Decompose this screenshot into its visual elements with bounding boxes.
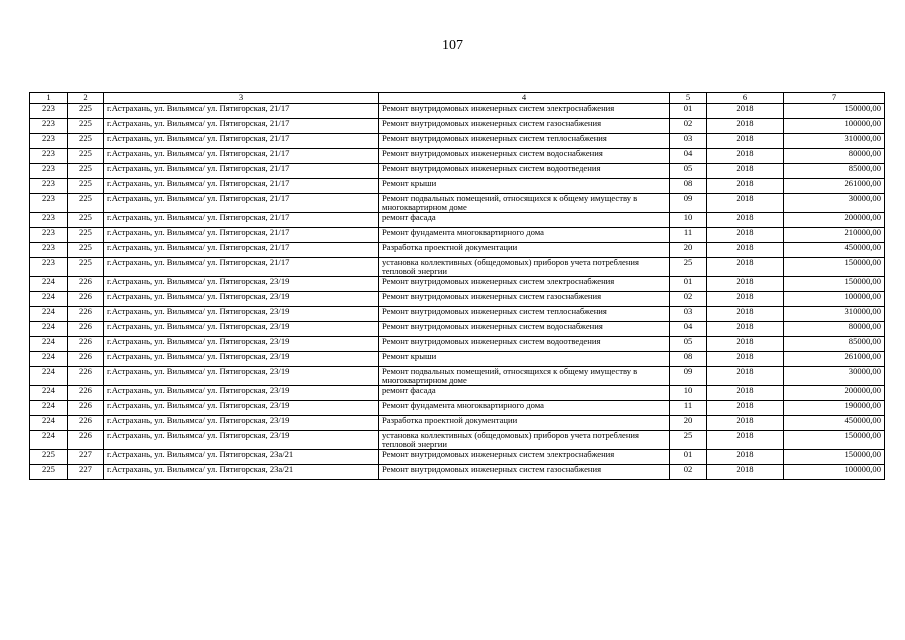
address-cell: г.Астрахань, ул. Вильямса/ ул. Пятигорская, 21/17 [104, 104, 379, 119]
cost-cell: 200000,00 [784, 213, 885, 228]
table-row [30, 228, 885, 243]
row-number-cell: 224 [30, 367, 68, 386]
table-row [30, 258, 885, 277]
table-row [30, 164, 885, 179]
address-cell: г.Астрахань, ул. Вильямса/ ул. Пятигорская, 23а/21 [104, 450, 379, 465]
year-cell: 2018 [707, 213, 784, 228]
work-type-cell: Ремонт внутридомовых инженерных систем газоснабжения [379, 119, 670, 134]
work-type-cell: Ремонт фундамента многоквартирного дома [379, 401, 670, 416]
work-type-cell: Ремонт внутридомовых инженерных систем теплоснабжения [379, 134, 670, 149]
year-cell: 2018 [707, 431, 784, 450]
work-type-cell: Разработка проектной документации [379, 243, 670, 258]
row-number-cell: 224 [30, 386, 68, 401]
work-code-cell: 09 [670, 194, 707, 213]
id-cell: 226 [68, 337, 104, 352]
address-cell: г.Астрахань, ул. Вильямса/ ул. Пятигорская, 23/19 [104, 337, 379, 352]
row-number-cell: 223 [30, 149, 68, 164]
work-code-cell: 02 [670, 119, 707, 134]
id-cell: 226 [68, 322, 104, 337]
id-cell: 225 [68, 194, 104, 213]
year-cell: 2018 [707, 352, 784, 367]
table-row [30, 450, 885, 465]
address-cell: г.Астрахань, ул. Вильямса/ ул. Пятигорская, 23/19 [104, 322, 379, 337]
work-type-cell: ремонт фасада [379, 213, 670, 228]
page-number: 107 [442, 38, 463, 53]
work-code-cell: 03 [670, 134, 707, 149]
cost-cell: 30000,00 [784, 194, 885, 213]
row-number-cell: 224 [30, 322, 68, 337]
year-cell: 2018 [707, 149, 784, 164]
year-cell: 2018 [707, 243, 784, 258]
year-cell: 2018 [707, 228, 784, 243]
cost-cell: 210000,00 [784, 228, 885, 243]
id-cell: 225 [68, 134, 104, 149]
cost-cell: 100000,00 [784, 119, 885, 134]
year-cell: 2018 [707, 292, 784, 307]
address-cell: г.Астрахань, ул. Вильямса/ ул. Пятигорская, 21/17 [104, 194, 379, 213]
row-number-cell: 223 [30, 164, 68, 179]
id-cell: 226 [68, 431, 104, 450]
cost-cell: 80000,00 [784, 322, 885, 337]
work-type-cell: Ремонт крыши [379, 179, 670, 194]
column-header: 2 [68, 93, 104, 104]
work-code-cell: 25 [670, 431, 707, 450]
cost-cell: 310000,00 [784, 134, 885, 149]
work-type-cell: установка коллективных (общедомовых) приборов учета потребления тепловой энергии [379, 258, 670, 277]
year-cell: 2018 [707, 416, 784, 431]
address-cell: г.Астрахань, ул. Вильямса/ ул. Пятигорская, 21/17 [104, 149, 379, 164]
address-cell: г.Астрахань, ул. Вильямса/ ул. Пятигорская, 21/17 [104, 258, 379, 277]
id-cell: 225 [68, 119, 104, 134]
table-row [30, 213, 885, 228]
work-code-cell: 01 [670, 104, 707, 119]
row-number-cell: 225 [30, 465, 68, 480]
work-type-cell: Ремонт внутридомовых инженерных систем водоснабжения [379, 149, 670, 164]
year-cell: 2018 [707, 465, 784, 480]
work-type-cell: Ремонт фундамента многоквартирного дома [379, 228, 670, 243]
year-cell: 2018 [707, 386, 784, 401]
cost-cell: 150000,00 [784, 277, 885, 292]
work-type-cell: Ремонт подвальных помещений, относящихся к общему имуществу в многоквартирном доме [379, 367, 670, 386]
id-cell: 225 [68, 258, 104, 277]
table-row [30, 119, 885, 134]
cost-cell: 150000,00 [784, 450, 885, 465]
year-cell: 2018 [707, 307, 784, 322]
year-cell: 2018 [707, 277, 784, 292]
row-number-cell: 223 [30, 119, 68, 134]
work-type-cell: ремонт фасада [379, 386, 670, 401]
work-type-cell: Ремонт внутридомовых инженерных систем электроснабжения [379, 104, 670, 119]
year-cell: 2018 [707, 164, 784, 179]
column-header: 3 [104, 93, 379, 104]
table-row [30, 431, 885, 450]
work-code-cell: 11 [670, 228, 707, 243]
table-row [30, 243, 885, 258]
id-cell: 226 [68, 307, 104, 322]
address-cell: г.Астрахань, ул. Вильямса/ ул. Пятигорская, 21/17 [104, 243, 379, 258]
table-row [30, 149, 885, 164]
id-cell: 226 [68, 386, 104, 401]
work-code-cell: 20 [670, 416, 707, 431]
repair-schedule-table [29, 92, 885, 480]
cost-cell: 190000,00 [784, 401, 885, 416]
work-code-cell: 02 [670, 465, 707, 480]
table-row [30, 337, 885, 352]
column-header: 6 [707, 93, 784, 104]
row-number-cell: 224 [30, 352, 68, 367]
address-cell: г.Астрахань, ул. Вильямса/ ул. Пятигорская, 21/17 [104, 119, 379, 134]
work-code-cell: 01 [670, 450, 707, 465]
table-row [30, 367, 885, 386]
work-code-cell: 02 [670, 292, 707, 307]
year-cell: 2018 [707, 450, 784, 465]
address-cell: г.Астрахань, ул. Вильямса/ ул. Пятигорская, 21/17 [104, 134, 379, 149]
address-cell: г.Астрахань, ул. Вильямса/ ул. Пятигорская, 23/19 [104, 386, 379, 401]
address-cell: г.Астрахань, ул. Вильямса/ ул. Пятигорская, 23/19 [104, 292, 379, 307]
cost-cell: 30000,00 [784, 367, 885, 386]
id-cell: 227 [68, 465, 104, 480]
row-number-cell: 223 [30, 228, 68, 243]
work-code-cell: 20 [670, 243, 707, 258]
cost-cell: 261000,00 [784, 179, 885, 194]
address-cell: г.Астрахань, ул. Вильямса/ ул. Пятигорская, 21/17 [104, 213, 379, 228]
cost-cell: 100000,00 [784, 465, 885, 480]
row-number-cell: 223 [30, 134, 68, 149]
address-cell: г.Астрахань, ул. Вильямса/ ул. Пятигорская, 23/19 [104, 307, 379, 322]
row-number-cell: 224 [30, 292, 68, 307]
work-type-cell: Ремонт внутридомовых инженерных систем водоотведения [379, 337, 670, 352]
column-header: 1 [30, 93, 68, 104]
work-type-cell: Ремонт подвальных помещений, относящихся к общему имуществу в многоквартирном доме [379, 194, 670, 213]
row-number-cell: 224 [30, 431, 68, 450]
id-cell: 226 [68, 416, 104, 431]
year-cell: 2018 [707, 194, 784, 213]
column-header: 4 [379, 93, 670, 104]
work-type-cell: Ремонт внутридомовых инженерных систем электроснабжения [379, 277, 670, 292]
address-cell: г.Астрахань, ул. Вильямса/ ул. Пятигорская, 21/17 [104, 179, 379, 194]
table-row [30, 401, 885, 416]
work-type-cell: Ремонт внутридомовых инженерных систем газоснабжения [379, 465, 670, 480]
work-code-cell: 11 [670, 401, 707, 416]
id-cell: 225 [68, 104, 104, 119]
year-cell: 2018 [707, 322, 784, 337]
address-cell: г.Астрахань, ул. Вильямса/ ул. Пятигорская, 21/17 [104, 228, 379, 243]
address-cell: г.Астрахань, ул. Вильямса/ ул. Пятигорская, 23/19 [104, 431, 379, 450]
table-row [30, 292, 885, 307]
work-code-cell: 25 [670, 258, 707, 277]
work-type-cell: установка коллективных (общедомовых) приборов учета потребления тепловой энергии [379, 431, 670, 450]
table-row [30, 322, 885, 337]
cost-cell: 150000,00 [784, 104, 885, 119]
address-cell: г.Астрахань, ул. Вильямса/ ул. Пятигорская, 23/19 [104, 367, 379, 386]
id-cell: 225 [68, 179, 104, 194]
table-row [30, 416, 885, 431]
address-cell: г.Астрахань, ул. Вильямса/ ул. Пятигорская, 23/19 [104, 401, 379, 416]
work-code-cell: 04 [670, 149, 707, 164]
work-code-cell: 08 [670, 179, 707, 194]
cost-cell: 80000,00 [784, 149, 885, 164]
table-row [30, 307, 885, 322]
address-cell: г.Астрахань, ул. Вильямса/ ул. Пятигорская, 21/17 [104, 164, 379, 179]
table-body [30, 104, 885, 480]
address-cell: г.Астрахань, ул. Вильямса/ ул. Пятигорская, 23/19 [104, 352, 379, 367]
table-row [30, 352, 885, 367]
year-cell: 2018 [707, 134, 784, 149]
id-cell: 226 [68, 352, 104, 367]
row-number-cell: 224 [30, 277, 68, 292]
header-row [30, 93, 885, 104]
table-row [30, 179, 885, 194]
work-code-cell: 03 [670, 307, 707, 322]
work-type-cell: Ремонт внутридомовых инженерных систем электроснабжения [379, 450, 670, 465]
work-code-cell: 08 [670, 352, 707, 367]
year-cell: 2018 [707, 401, 784, 416]
cost-cell: 450000,00 [784, 243, 885, 258]
table-row [30, 465, 885, 480]
cost-cell: 450000,00 [784, 416, 885, 431]
work-type-cell: Ремонт внутридомовых инженерных систем теплоснабжения [379, 307, 670, 322]
id-cell: 225 [68, 149, 104, 164]
year-cell: 2018 [707, 337, 784, 352]
cost-cell: 85000,00 [784, 164, 885, 179]
work-code-cell: 01 [670, 277, 707, 292]
cost-cell: 100000,00 [784, 292, 885, 307]
id-cell: 225 [68, 243, 104, 258]
work-code-cell: 05 [670, 337, 707, 352]
work-code-cell: 09 [670, 367, 707, 386]
id-cell: 227 [68, 450, 104, 465]
address-cell: г.Астрахань, ул. Вильямса/ ул. Пятигорская, 23/19 [104, 277, 379, 292]
year-cell: 2018 [707, 104, 784, 119]
row-number-cell: 223 [30, 194, 68, 213]
cost-cell: 310000,00 [784, 307, 885, 322]
work-code-cell: 10 [670, 386, 707, 401]
work-code-cell: 04 [670, 322, 707, 337]
table-row [30, 386, 885, 401]
cost-cell: 150000,00 [784, 431, 885, 450]
year-cell: 2018 [707, 179, 784, 194]
row-number-cell: 225 [30, 450, 68, 465]
year-cell: 2018 [707, 367, 784, 386]
work-code-cell: 10 [670, 213, 707, 228]
address-cell: г.Астрахань, ул. Вильямса/ ул. Пятигорская, 23а/21 [104, 465, 379, 480]
cost-cell: 200000,00 [784, 386, 885, 401]
id-cell: 226 [68, 292, 104, 307]
year-cell: 2018 [707, 119, 784, 134]
column-header: 5 [670, 93, 707, 104]
work-type-cell: Разработка проектной документации [379, 416, 670, 431]
id-cell: 225 [68, 164, 104, 179]
id-cell: 226 [68, 367, 104, 386]
address-cell: г.Астрахань, ул. Вильямса/ ул. Пятигорская, 23/19 [104, 416, 379, 431]
cost-cell: 150000,00 [784, 258, 885, 277]
work-code-cell: 05 [670, 164, 707, 179]
work-type-cell: Ремонт внутридомовых инженерных систем водоснабжения [379, 322, 670, 337]
table-row [30, 194, 885, 213]
id-cell: 226 [68, 401, 104, 416]
row-number-cell: 223 [30, 258, 68, 277]
id-cell: 226 [68, 277, 104, 292]
id-cell: 225 [68, 228, 104, 243]
row-number-cell: 224 [30, 307, 68, 322]
row-number-cell: 224 [30, 416, 68, 431]
id-cell: 225 [68, 213, 104, 228]
column-header: 7 [784, 93, 885, 104]
row-number-cell: 223 [30, 104, 68, 119]
cost-cell: 85000,00 [784, 337, 885, 352]
row-number-cell: 224 [30, 401, 68, 416]
work-type-cell: Ремонт крыши [379, 352, 670, 367]
cost-cell: 261000,00 [784, 352, 885, 367]
row-number-cell: 224 [30, 337, 68, 352]
work-type-cell: Ремонт внутридомовых инженерных систем газоснабжения [379, 292, 670, 307]
row-number-cell: 223 [30, 179, 68, 194]
row-number-cell: 223 [30, 243, 68, 258]
table-row [30, 104, 885, 119]
table-row [30, 134, 885, 149]
year-cell: 2018 [707, 258, 784, 277]
table-row [30, 277, 885, 292]
row-number-cell: 223 [30, 213, 68, 228]
work-type-cell: Ремонт внутридомовых инженерных систем водоотведения [379, 164, 670, 179]
